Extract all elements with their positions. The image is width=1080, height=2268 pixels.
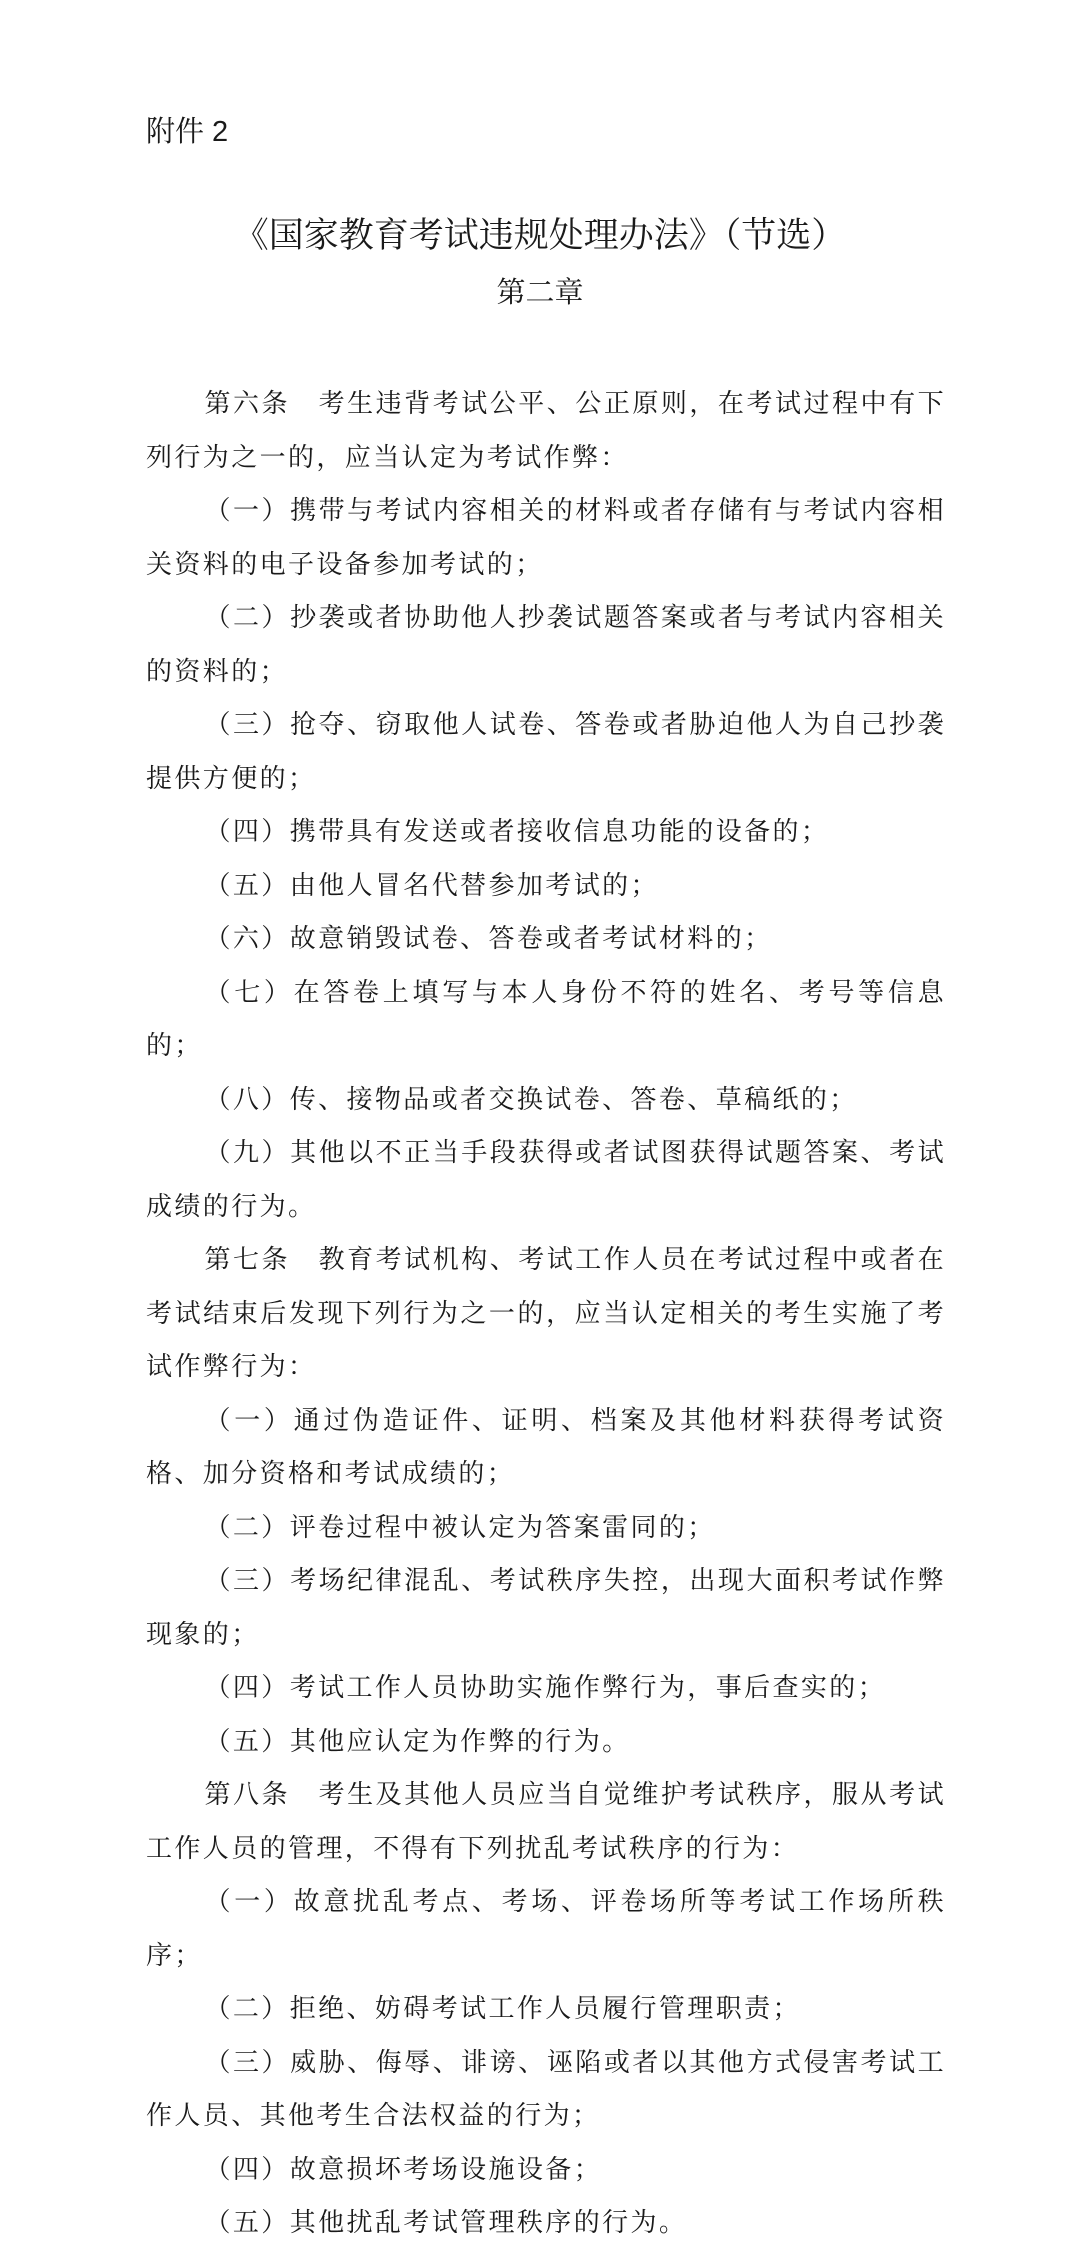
article-6-item-5: （五）由他人冒名代替参加考试的； bbox=[204, 870, 659, 901]
chapter-heading: 第二章 bbox=[496, 275, 584, 309]
article-6-item-6: （六）故意销毁试卷、答卷或者考试材料的； bbox=[204, 924, 773, 954]
article-8-item-3: （三）威胁、侮辱、诽谤、诬陷或者以其他方式侵害考试工作人员、其他考生合法权益的行为； bbox=[146, 2047, 946, 2131]
article-8-intro: 第八条 考生及其他人员应当自觉维护考试秩序，服从考试工作人员的管理，不得有下列扰乱考试秩序的行为： bbox=[146, 1780, 946, 1864]
article-7-item-3: （三）考场纪律混乱、考试秩序失控，出现大面积考试作弊现象的； bbox=[146, 1566, 946, 1650]
article-7-item-1: （一）通过伪造证件、证明、档案及其他材料获得考试资格、加分资格和考试成绩的； bbox=[146, 1405, 946, 1489]
article-8-item-5: （五）其他扰乱考试管理秩序的行为。 bbox=[204, 2208, 688, 2238]
article-6-intro: 第六条 考生违背考试公平、公正原则，在考试过程中有下列行为之一的，应当认定为考试作弊： bbox=[146, 389, 946, 473]
article-7-item-4: （四）考试工作人员协助实施作弊行为，事后查实的； bbox=[204, 1673, 887, 1703]
article-7-item-2: （二）评卷过程中被认定为答案雷同的； bbox=[204, 1512, 716, 1543]
attachment-label: 附件 2 bbox=[146, 116, 229, 148]
article-6-item-7: （七）在答卷上填写与本人身份不符的姓名、考号等信息的； bbox=[146, 977, 946, 1061]
article-6-item-4: （四）携带具有发送或者接收信息功能的设备的； bbox=[204, 817, 830, 847]
article-6-item-9: （九）其他以不正当手段获得或者试图获得试题答案、考试成绩的行为。 bbox=[146, 1138, 946, 1222]
article-6-item-8: （八）传、接物品或者交换试卷、答卷、草稿纸的； bbox=[204, 1084, 858, 1115]
article-6-item-3: （三）抢夺、窃取他人试卷、答卷或者胁迫他人为自己抄袭提供方便的； bbox=[146, 710, 946, 794]
article-8-item-2: （二）拒绝、妨碍考试工作人员履行管理职责； bbox=[204, 1994, 801, 2024]
article-7-intro: 第七条 教育考试机构、考试工作人员在考试过程中或者在考试结束后发现下列行为之一的，应当认定相关的考生实施了考试作弊行为： bbox=[146, 1245, 946, 1382]
article-7-item-5: （五）其他应认定为作弊的行为。 bbox=[204, 1726, 631, 1757]
article-8-item-4: （四）故意损坏考场设施设备； bbox=[204, 2154, 603, 2185]
article-8-item-1: （一）故意扰乱考点、考场、评卷场所等考试工作场所秩序； bbox=[146, 1887, 946, 1971]
document-title: 《国家教育考试违规处理办法》（节选） bbox=[233, 216, 847, 256]
article-6-item-2: （二）抄袭或者协助他人抄袭试题答案或者与考试内容相关的资料的； bbox=[146, 603, 946, 687]
article-6-item-1: （一）携带与考试内容相关的材料或者存储有与考试内容相关资料的电子设备参加考试的； bbox=[146, 496, 946, 580]
document-body bbox=[146, 378, 946, 2251]
